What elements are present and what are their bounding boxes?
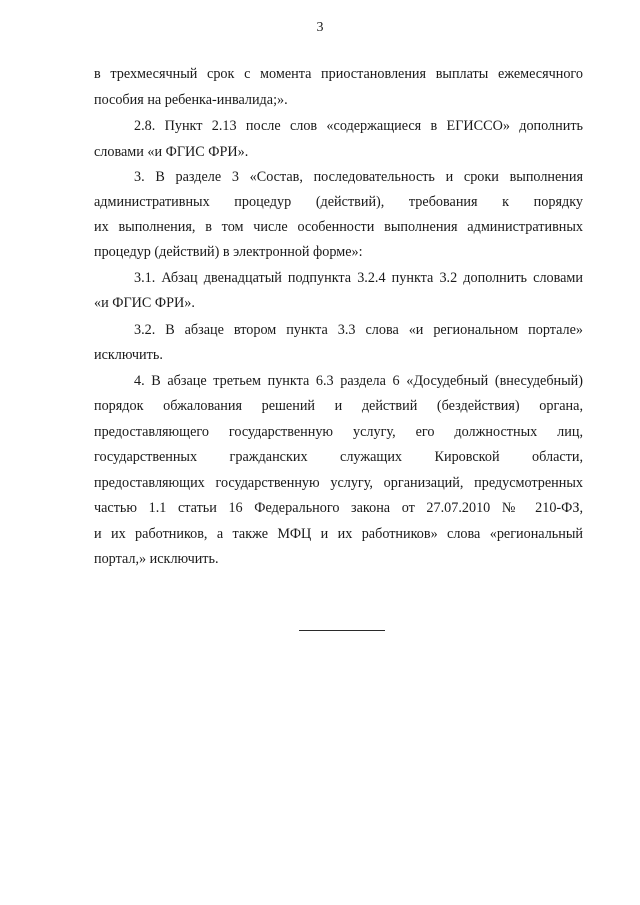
paragraph-line: пособия на ребенка-инвалида;». [94, 92, 288, 108]
paragraph-line: исключить. [94, 347, 163, 363]
paragraph-line: «и ФГИС ФРИ». [94, 295, 195, 311]
paragraph-line: 3.2. В абзаце втором пункта 3.3 слова «и региональном портале» [134, 322, 583, 338]
paragraph-line: 4. В абзаце третьем пункта 6.3 раздела 6 «Досудебный (внесудебный) [134, 373, 583, 389]
paragraph-line: порядок обжалования решений и действий (бездействия) органа, [94, 398, 583, 414]
end-separator-line [299, 630, 385, 631]
paragraph-line: государственных гражданских служащих Кировской области, [94, 449, 583, 465]
paragraph-line: процедур (действий) в электронной форме»: [94, 244, 363, 260]
paragraph-line: и их работников, а также МФЦ и их работников» слова «региональный [94, 526, 583, 542]
paragraph-line: 3.1. Абзац двенадцатый подпункта 3.2.4 пункта 3.2 дополнить словами [134, 270, 583, 286]
paragraph-line: 3. В разделе 3 «Состав, последовательность и сроки выполнения [134, 169, 583, 185]
page-number: 3 [316, 20, 324, 35]
paragraph-line: административных процедур (действий), требования к порядку [94, 194, 583, 210]
paragraph-line: словами «и ФГИС ФРИ». [94, 144, 249, 160]
paragraph-line: их выполнения, в том числе особенности выполнения административных [94, 219, 583, 235]
paragraph-line: частью 1.1 статьи 16 Федерального закона от 27.07.2010 № 210-ФЗ, [94, 500, 583, 516]
paragraph-line: 2.8. Пункт 2.13 после слов «содержащиеся в ЕГИССО» дополнить [134, 118, 583, 134]
paragraph-line: портал,» исключить. [94, 551, 219, 567]
paragraph-line: предоставляющих государственную услугу, организаций, предусмотренных [94, 475, 583, 491]
paragraph-line: предоставляющего государственную услугу, его должностных лиц, [94, 424, 583, 440]
paragraph-line: в трехмесячный срок с момента приостановления выплаты ежемесячного [94, 66, 583, 82]
